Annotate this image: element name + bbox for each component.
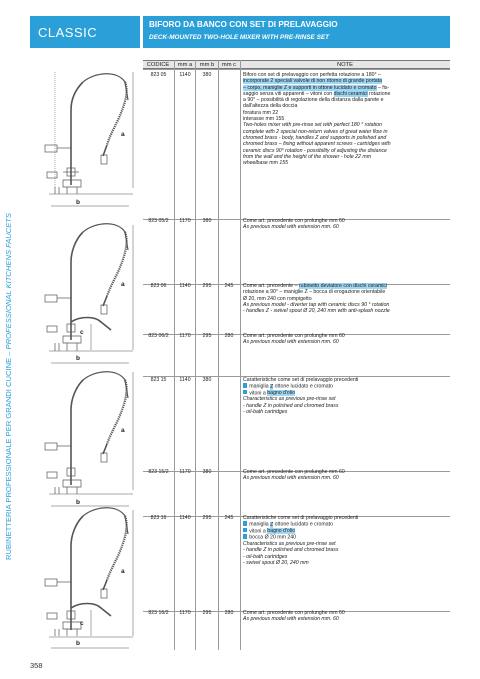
note-line-en: Two-holes mixer with pre-rinse set with perfect 180 ° rotation <box>243 122 382 129</box>
dimension-label-b: b <box>76 640 80 647</box>
dimension-label-a: a <box>121 427 125 434</box>
highlighted-text: dischi ceramici <box>333 90 368 97</box>
note-text: a 90° – possibilità di regolazione della distanza dalla parete e <box>243 97 384 104</box>
note-text: foratura mm 22 <box>243 109 279 116</box>
table-header-row <box>143 60 450 69</box>
page-number: 358 <box>30 661 43 670</box>
faucet-drawing-823-15 <box>45 372 133 506</box>
highlighted-text: bagno d'olio <box>267 528 296 535</box>
product-note <box>243 469 447 482</box>
note-text: Come art. precedente con prolunghe mm 60 <box>243 610 345 616</box>
dimension-label-b: b <box>76 199 80 206</box>
note-text: interasse mm 155 <box>243 116 285 123</box>
note-line-en: wheelbase mm 155 <box>243 160 288 167</box>
note-text: rotazione <box>367 90 391 97</box>
note-line-en: Characteristics as previous pre-rinse set <box>243 541 336 548</box>
product-code: 823 05/2 <box>148 218 169 224</box>
product-code: 823 16 <box>150 515 167 521</box>
dimension-label-b: b <box>76 499 80 506</box>
note-line-en: As previous model - diverter tap with ceramic discs 90 ° rotation <box>243 301 390 308</box>
faucet-drawing-823-16 <box>45 508 133 648</box>
column-header-b: mm b <box>199 62 215 68</box>
dimension-label-a: a <box>121 131 125 138</box>
dimension-label-c: c <box>80 329 84 336</box>
product-note <box>243 218 447 231</box>
dimension-a: 1140 <box>179 72 191 78</box>
product-code: 823 15 <box>150 377 167 383</box>
product-code: 823 16/2 <box>148 610 169 616</box>
dimension-label-a: a <box>121 281 125 288</box>
product-drawings <box>25 60 143 650</box>
note-text: Come art. precedente con prolunghe mm 60 <box>243 469 345 475</box>
highlighted-text: bagno d'olio <box>267 390 296 397</box>
note-text: Caratteristiche come set di prelavaggio precedenti <box>243 377 359 383</box>
note-line-it <box>243 383 447 390</box>
dimension-b: 295 <box>202 515 212 521</box>
highlighted-text: Z <box>270 383 274 390</box>
product-note <box>243 72 447 166</box>
note-text: saggio senza viti apparenti – vitoni con <box>243 90 334 97</box>
note-text: bocca Ø 20 mm 240 <box>249 534 297 541</box>
note-line-it <box>243 534 447 541</box>
note-text: Come art. precedente – <box>243 283 299 289</box>
dimension-label-c: c <box>80 620 84 627</box>
note-line-en: - handles Z - swivel spout Ø 20, 240 mm with anti-splash nozzle <box>243 308 390 315</box>
bullet-square-icon <box>243 390 247 394</box>
faucet-drawing-823-05 <box>45 72 133 206</box>
product-code: 823 06/2 <box>148 333 169 339</box>
note-line-en: complete with 2 special non-return valves of great water flow in <box>243 128 388 135</box>
note-line-en: As previous model with extension mm. 60 <box>243 339 339 346</box>
note-line-it <box>243 390 447 397</box>
dimension-a: 1170 <box>179 469 191 475</box>
note-text: rotazione a 90° – maniglie Z – bocca di erogazione orientabile <box>243 289 386 296</box>
note-line-en: from the wall and the height of the shower - hole 22 mm <box>243 153 372 160</box>
highlighted-text: rubinetto deviatore con dischi ceramici <box>298 283 388 289</box>
note-line-en: - oil-bath cartridges <box>243 409 288 416</box>
note-line-en: chromed brass - body, handles Z and supports in polished and <box>243 134 387 141</box>
note-text: maniglia <box>249 383 271 390</box>
dimension-c: 280 <box>224 610 234 616</box>
note-text: ottone lucidato e cromato <box>273 521 333 528</box>
note-text: maniglia <box>249 521 271 528</box>
note-line-en: - swivel spout Ø 20, 240 mm <box>243 559 309 566</box>
column-header-c: mm c <box>221 62 237 68</box>
note-text: Biforo con set di prelavaggio con perfetta rotazione a 180° – <box>243 72 381 78</box>
product-note <box>243 333 447 346</box>
product-code: 823 15/2 <box>148 469 169 475</box>
note-line-en: - handle Z in polished and chromed brass <box>243 547 339 554</box>
highlighted-text: Z <box>270 521 274 528</box>
dimension-a: 1140 <box>179 377 191 383</box>
title-bar <box>143 16 450 48</box>
side-label-main: RUBINETTERIA PROFESSIONALE PER GRANDI CUCINE – <box>4 349 13 560</box>
dimension-a: 1140 <box>179 515 191 521</box>
column-header-code: CODICE <box>146 62 170 68</box>
dimension-a: 1140 <box>179 283 191 289</box>
dimension-label-a: a <box>121 568 125 575</box>
faucet-drawing-823-06 <box>45 224 133 363</box>
product-note <box>243 515 447 566</box>
note-text: – fis- <box>376 84 390 91</box>
note-line-en: As previous model with extension mm. 60 <box>243 224 339 231</box>
bullet-square-icon <box>243 383 247 387</box>
column-header-a: mm a <box>177 62 193 68</box>
side-label-italic: PROFESSIONAL KITCHENS FAUCETS <box>4 213 13 350</box>
dimension-b: 295 <box>202 283 212 289</box>
note-text: Caratteristiche come set di prelavaggio precedenti <box>243 515 359 521</box>
note-text: Come art. precedente con prolunghe mm 60 <box>243 218 345 224</box>
column-divider <box>218 60 219 650</box>
note-line-it <box>243 528 447 535</box>
column-divider <box>195 60 196 650</box>
bullet-square-icon <box>243 521 247 525</box>
dimension-b: 380 <box>202 469 212 475</box>
note-text: dall'altezza della doccia <box>243 103 298 110</box>
dimension-b: 295 <box>202 333 212 339</box>
product-note <box>243 377 447 415</box>
note-line-en: chromed brass – fixing without apparent screws - cartridges with <box>243 141 391 148</box>
page-title: BIFORO DA BANCO CON SET DI PRELAVAGGIO <box>149 20 338 29</box>
dimension-b: 380 <box>202 72 212 78</box>
dimension-a: 1170 <box>179 333 191 339</box>
product-code: 823 05 <box>150 72 167 78</box>
dimension-b: 295 <box>202 610 212 616</box>
dimension-b: 380 <box>202 377 212 383</box>
note-line-en: - handle Z in polished and chromed brass <box>243 402 339 409</box>
note-line-en: As previous model with extension mm. 60 <box>243 475 339 482</box>
bullet-square-icon <box>243 528 247 532</box>
column-divider <box>240 60 241 650</box>
note-text: Come art. precedente con prolunghe mm 60 <box>243 333 345 339</box>
bullet-square-icon <box>243 534 247 538</box>
highlighted-text: incorporate 2 speciali valvole di non ritorno di grande portata <box>243 78 382 85</box>
dimension-c: 245 <box>224 283 234 289</box>
dimension-label-b: b <box>76 355 80 362</box>
page-subtitle: DECK-MOUNTED TWO-HOLE MIXER WITH PRE-RINSE SET <box>149 34 329 41</box>
note-line-en: - oil-bath cartridges <box>243 553 288 560</box>
note-line-en: Characteristics as previous pre-rinse set <box>243 396 336 403</box>
note-text: ottone lucidato e cromato <box>273 383 333 390</box>
product-note <box>243 283 447 314</box>
note-line-en: ceramic discs 90° rotation - possibility of adjusting the distance <box>243 147 387 154</box>
note-text: vitoni a <box>249 528 268 535</box>
dimension-c: 245 <box>224 515 234 521</box>
dimension-b: 380 <box>202 218 212 224</box>
dimension-c: 280 <box>224 333 234 339</box>
note-line-it <box>243 521 447 528</box>
dimension-a: 1170 <box>179 610 191 616</box>
product-code: 823 06 <box>150 283 167 289</box>
note-text: vitoni a <box>249 390 268 397</box>
dimension-a: 1170 <box>179 218 191 224</box>
brand-label: CLASSIC <box>38 25 98 40</box>
product-note <box>243 610 447 623</box>
row-divider <box>143 69 450 70</box>
column-divider <box>174 60 175 650</box>
column-header-note: NOTE <box>336 62 354 68</box>
brand-badge <box>30 16 140 48</box>
side-category-label <box>4 100 13 560</box>
highlighted-text: – corpo, maniglie Z e supporti in ottone lucidato e cromato <box>243 84 377 91</box>
note-line-en: As previous model with extension mm. 60 <box>243 616 339 623</box>
note-text: Ø 20, mm 240 con rompigetto <box>243 295 312 302</box>
